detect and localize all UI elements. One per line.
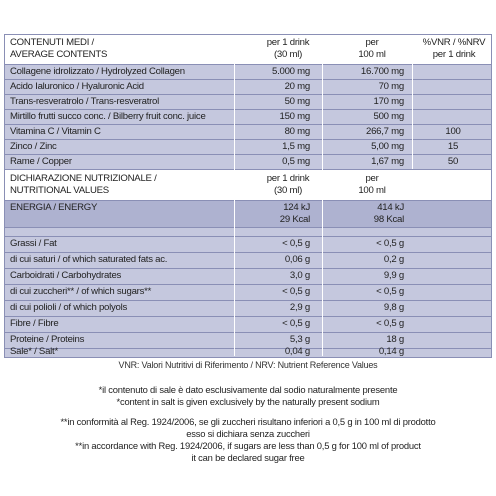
header-per-drink	[248, 37, 328, 61]
row-value-per-100ml: 9,9 g	[383, 270, 404, 281]
nutrition-header-per-drink-line1: per 1 drink	[266, 173, 310, 184]
row-value-per-100ml: 500 mg	[373, 111, 404, 122]
nutrition-table	[4, 34, 492, 374]
column-divider	[322, 64, 323, 356]
table-row	[4, 300, 492, 316]
row-name: Acido Ialuronico / Hyaluronic Acid	[10, 81, 144, 92]
nutrition-header-it: DICHIARAZIONE NUTRIZIONALE /	[10, 173, 157, 184]
footnote-salt-en: *content in salt is given exclusively by the naturally present sodium	[116, 396, 380, 407]
column-divider	[412, 64, 413, 169]
row-name: Rame / Copper	[10, 156, 72, 167]
row-name: di cui zuccheri** / of which sugars**	[10, 286, 152, 297]
table-row	[4, 109, 492, 124]
header-contents	[10, 37, 107, 61]
nutrition-header-per-100ml-line2: 100 ml	[358, 185, 386, 196]
row-value-per-100ml: 0,14 g	[378, 346, 404, 357]
row-value-per-100ml: 9,8 g	[383, 302, 404, 313]
nutrition-header-en: NUTRITIONAL VALUES	[10, 185, 109, 196]
row-name: di cui polioli / of which polyols	[10, 302, 128, 313]
table-row	[4, 139, 492, 154]
row-name: Trans-resveratrolo / Trans-resveratrol	[10, 96, 160, 107]
spacer-row	[4, 227, 492, 236]
footnote-sugar-it-2: esso si dichiara senza zuccheri	[186, 428, 310, 439]
header-nrv	[418, 37, 490, 61]
row-value-per-100ml: 16.700 mg	[360, 66, 404, 77]
footnote-sugar-en: **in accordance with Reg. 1924/2006, if sugars are less than 0,5 g for 100 ml of product	[75, 440, 421, 451]
header-per-100ml-line2: 100 ml	[358, 49, 386, 60]
table-header	[4, 34, 492, 64]
table-row	[4, 348, 492, 357]
footnote-salt-it: *il contenuto di sale è dato esclusivamente dal sodio naturalmente presente	[98, 384, 398, 395]
header-nrv-line1: %VNR / %NRV	[422, 37, 486, 48]
row-value-per-drink: < 0,5 g	[282, 286, 310, 297]
row-value-per-100ml: 266,7 mg	[365, 126, 404, 137]
row-value-per-100ml: < 0,5 g	[376, 238, 404, 249]
row-value-per-drink: 0,04 g	[284, 346, 310, 357]
energy-per-drink	[238, 202, 310, 226]
row-value-per-drink: 20 mg	[284, 81, 310, 92]
row-name: Vitamina C / Vitamin C	[10, 126, 101, 137]
nutrition-header-title	[10, 173, 157, 197]
table-row	[4, 252, 492, 268]
row-name: Sale* / Salt*	[10, 346, 58, 357]
table-row	[4, 284, 492, 300]
header-per-drink-line1: per 1 drink	[266, 37, 310, 48]
row-value-nrv: 15	[447, 141, 459, 152]
nutrition-header	[4, 169, 492, 200]
row-value-per-drink: 3,0 g	[289, 270, 310, 281]
row-value-per-drink: < 0,5 g	[282, 318, 310, 329]
row-name: Grassi / Fat	[10, 238, 57, 249]
row-value-nrv: 100	[445, 126, 461, 137]
row-value-per-100ml: 5,00 mg	[371, 141, 404, 152]
header-contents-en: AVERAGE CONTENTS	[10, 49, 108, 60]
table-row	[4, 94, 492, 109]
column-divider	[234, 64, 235, 356]
row-name: Fibre / Fibre	[10, 318, 59, 329]
energy-per-100ml-kj: 414 kJ	[377, 202, 404, 213]
energy-per-100ml	[326, 202, 404, 226]
nutrition-header-per-drink-line2: (30 ml)	[273, 185, 303, 196]
row-value-per-drink: 80 mg	[284, 126, 310, 137]
nutrition-header-per-drink	[248, 173, 328, 197]
table-row	[4, 268, 492, 284]
row-value-per-drink: 50 mg	[284, 96, 310, 107]
row-value-nrv: 50	[447, 156, 459, 167]
header-per-100ml-line1: per	[365, 37, 379, 48]
row-name: Mirtillo frutti succo conc. / Bilberry fruit conc. juice	[10, 111, 206, 122]
row-value-per-drink: 5,3 g	[289, 334, 310, 345]
nrv-note: VNR: Valori Nutritivi di Riferimento / NRV: Nutrient Reference Values	[118, 360, 378, 370]
row-value-per-100ml: < 0,5 g	[376, 318, 404, 329]
header-contents-it: CONTENUTI MEDI /	[10, 37, 94, 48]
row-value-per-drink: 0,06 g	[284, 254, 310, 265]
row-value-per-100ml: 18 g	[386, 334, 404, 345]
row-name: Carboidrati / Carbohydrates	[10, 270, 122, 281]
energy-name: ENERGIA / ENERGY	[10, 202, 98, 213]
row-value-per-100ml: 0,2 g	[383, 254, 404, 265]
row-value-per-100ml: < 0,5 g	[376, 286, 404, 297]
table-row	[4, 154, 492, 169]
row-value-per-100ml: 70 mg	[378, 81, 404, 92]
header-per-drink-line2: (30 ml)	[273, 49, 303, 60]
table-row	[4, 64, 492, 79]
row-value-per-drink: < 0,5 g	[282, 238, 310, 249]
table-row	[4, 79, 492, 94]
row-value-per-100ml: 170 mg	[373, 96, 404, 107]
energy-row	[4, 200, 492, 227]
row-value-per-drink: 2,9 g	[289, 302, 310, 313]
row-value-per-drink: 1,5 mg	[282, 141, 310, 152]
row-value-per-100ml: 1,67 mg	[371, 156, 404, 167]
energy-per-drink-kcal: 29 Kcal	[279, 214, 310, 225]
row-name: Zinco / Zinc	[10, 141, 57, 152]
row-name: Collagene idrolizzato / Hydrolyzed Collagen	[10, 66, 185, 77]
header-nrv-line2: per 1 drink	[432, 49, 476, 60]
nutrition-header-per-100ml-line1: per	[365, 173, 379, 184]
row-value-per-drink: 150 mg	[279, 111, 310, 122]
table-row	[4, 124, 492, 139]
energy-per-drink-kj: 124 kJ	[283, 202, 310, 213]
nutrition-header-per-100ml	[332, 173, 412, 197]
table-row	[4, 236, 492, 252]
header-per-100ml	[332, 37, 412, 61]
footnote-sugar-en-2: it can be declared sugar free	[191, 452, 305, 463]
energy-per-100ml-kcal: 98 Kcal	[373, 214, 404, 225]
row-value-per-drink: 0,5 mg	[282, 156, 310, 167]
footnote-sugar-it: **in conformità al Reg. 1924/2006, se gli zuccheri risultano inferiori a 0,5 g in 100 ml di prodotto	[60, 416, 436, 427]
row-name: di cui saturi / of which saturated fats ac.	[10, 254, 168, 265]
row-name: Proteine / Proteins	[10, 334, 85, 345]
table-row	[4, 316, 492, 332]
row-value-per-drink: 5.000 mg	[271, 66, 310, 77]
